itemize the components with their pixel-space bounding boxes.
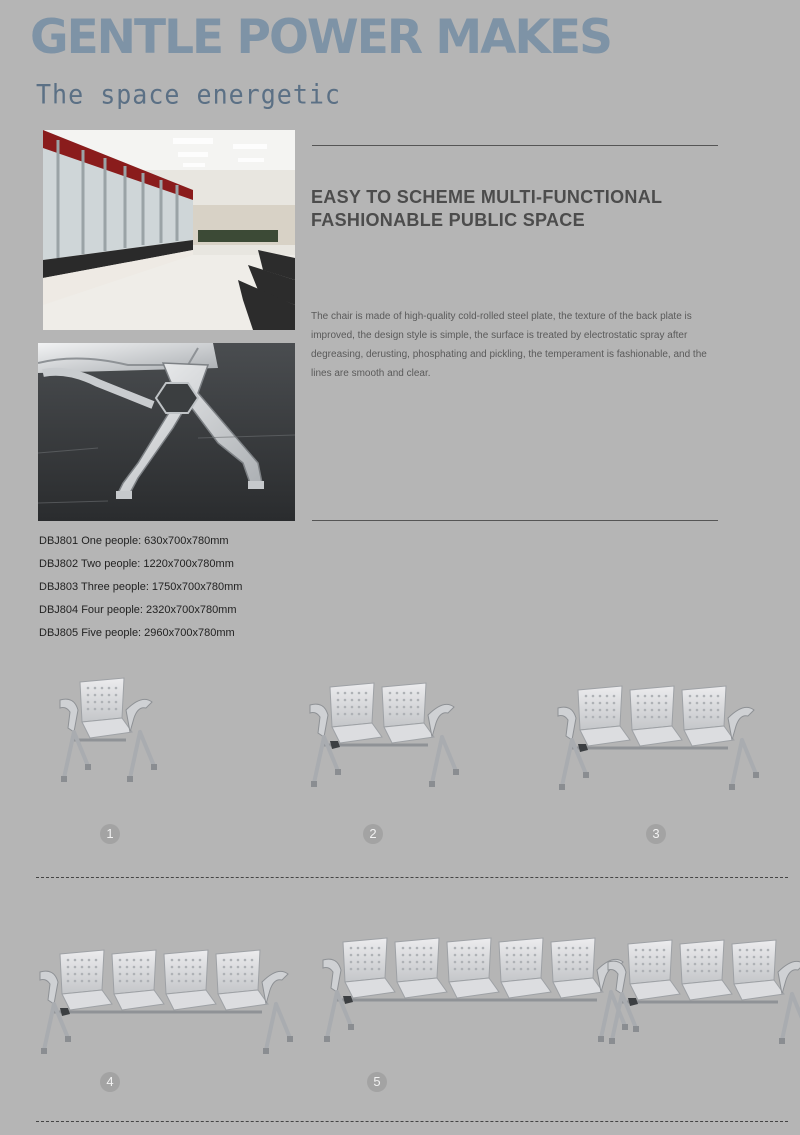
waiting-hall-photo	[43, 130, 295, 330]
chair-2-seat	[302, 675, 486, 810]
dashed-divider	[36, 877, 788, 878]
chair-leg-detail-photo	[38, 343, 295, 521]
chair-3-seat-variant	[600, 932, 800, 1067]
page-title: GENTLE POWER MAKES	[30, 10, 611, 65]
spec-item: DBJ805 Five people: 2960x700x780mm	[39, 627, 235, 639]
chair-1-seat	[52, 670, 184, 805]
product-number-4: 4	[100, 1072, 120, 1092]
product-number-5: 5	[367, 1072, 387, 1092]
bottom-divider	[312, 520, 718, 521]
top-divider	[312, 145, 718, 146]
spec-item: DBJ801 One people: 630x700x780mm	[39, 535, 229, 547]
section-heading	[311, 186, 731, 232]
spec-item: DBJ803 Three people: 1750x700x780mm	[39, 581, 243, 593]
heading-line-2: FASHIONABLE PUBLIC SPACE	[311, 210, 585, 230]
spec-item: DBJ802 Two people: 1220x700x780mm	[39, 558, 234, 570]
spec-list	[39, 533, 242, 648]
description-paragraph: The chair is made of high-quality cold-rolled steel plate, the texture of the back plate is improved, the design style is simple, the surface is treated by electrostatic spray after degreasing, derusting, phosphating and pickling, the temperament is fashionable, and the lines are smooth and clear.	[311, 311, 707, 379]
product-number-1: 1	[100, 824, 120, 844]
product-number-3: 3	[646, 824, 666, 844]
dashed-divider	[36, 1121, 788, 1122]
heading-line-1: EASY TO SCHEME MULTI-FUNCTIONAL	[311, 187, 663, 207]
chair-4-seat	[32, 942, 320, 1077]
chair-3-seat	[550, 678, 786, 813]
product-number-2: 2	[363, 824, 383, 844]
spec-item: DBJ804 Four people: 2320x700x780mm	[39, 604, 237, 616]
page-subtitle: The space energetic	[36, 79, 341, 110]
